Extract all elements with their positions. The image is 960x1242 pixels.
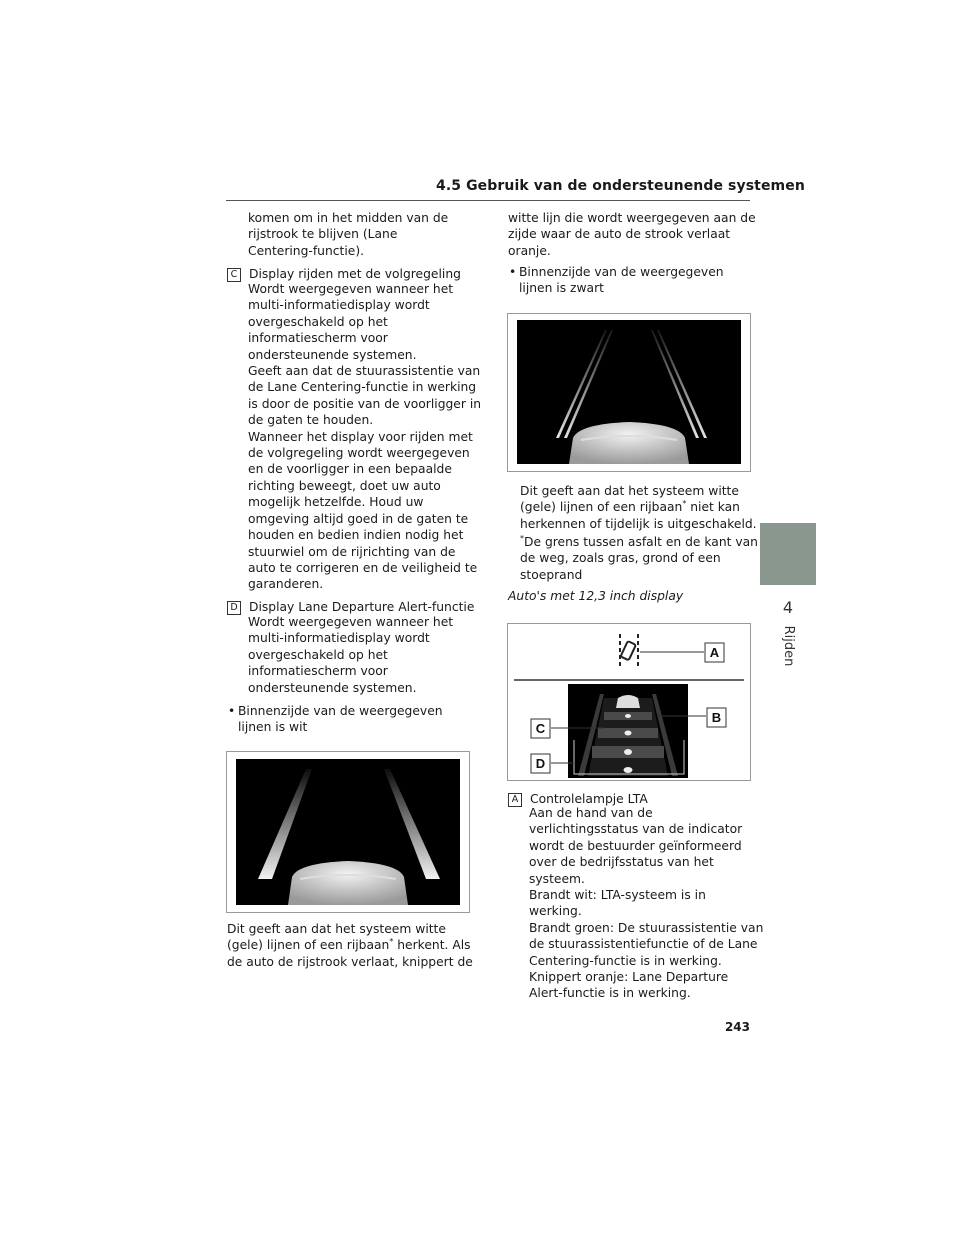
footnote-star: *	[520, 533, 524, 543]
item-a-badge: A	[508, 793, 522, 807]
item-c-line: informatiescherm voor	[248, 331, 388, 346]
item-a-line: systeem.	[529, 871, 585, 886]
item-d-line: ondersteunende systemen.	[248, 680, 417, 695]
item-c-line: multi-informatiedisplay wordt	[248, 298, 430, 313]
diagram-label-a: A	[709, 645, 720, 660]
item-c	[227, 266, 461, 282]
item-a-line: de stuurassistentiefunctie of de Lane	[529, 937, 758, 952]
lane-line-right-outer	[657, 330, 707, 438]
item-a-line: Brandt wit: LTA-systeem is in	[529, 888, 706, 903]
item-d-line: multi-informatiedisplay wordt	[248, 631, 430, 646]
figure-white-lines	[226, 751, 470, 913]
continued-line: witte lijn die wordt weergegeven aan de	[508, 211, 756, 225]
item-a-line: Centering-functie is in werking.	[529, 953, 722, 968]
item-a-line: wordt de bestuurder geïnformeerd	[529, 838, 742, 853]
item-c-badge: C	[227, 268, 241, 282]
page-number: 243	[724, 1020, 750, 1034]
item-c-line: de gaten te houden.	[248, 413, 374, 428]
diagram-label-c: C	[535, 721, 546, 736]
bullet-white	[228, 703, 443, 736]
bullet-dot: •	[509, 265, 517, 279]
item-c-line: Wanneer het display voor rijden met	[248, 429, 473, 444]
continued-line: zijde waar de auto de strook verlaat	[508, 227, 731, 242]
diagram-label-b: B	[711, 710, 722, 725]
item-c-line: Wordt weergegeven wanneer het	[248, 282, 454, 296]
lta-diagram	[508, 624, 750, 780]
lane-line-left	[258, 769, 312, 879]
intro-text	[248, 210, 448, 259]
item-c-line: garanderen.	[248, 577, 324, 592]
lta-indicator-icon	[620, 634, 638, 666]
lane-line-right-inner	[651, 330, 699, 438]
bullet-black	[509, 264, 724, 297]
caption-black-line: herkennen of tijdelijk is uitgeschakeld.	[520, 516, 757, 531]
item-a-line: Knippert oranje: Lane Departure	[529, 970, 729, 985]
chapter-tab-number: 4	[782, 598, 794, 617]
car-icon	[288, 861, 408, 905]
item-d-body	[248, 614, 453, 696]
item-c-line: Geeft aan dat de stuurassistentie van	[248, 364, 481, 379]
item-c-body	[248, 281, 481, 593]
caption-black-line: (gele) lijnen of een rijbaan	[520, 500, 683, 515]
item-a-title: Controlelampje LTA	[530, 792, 648, 806]
caption-white-line: de auto de rijstrook verlaat, knippert de	[227, 954, 473, 969]
item-c-line: ondersteunende systemen.	[248, 347, 417, 362]
footnote-line: De grens tussen asfalt en de kant van	[524, 535, 758, 549]
item-d-line: Wordt weergegeven wanneer het	[248, 615, 454, 629]
item-d-line: overgeschakeld op het	[248, 647, 388, 662]
item-c-line: mogelijk hetzelfde. Houd uw	[248, 495, 424, 510]
lane-line-right	[384, 769, 440, 879]
footnote-line: stoeprand	[520, 567, 583, 582]
item-c-line: de Lane Centering-functie in werking	[248, 380, 477, 395]
item-a-line: Brandt groen: De stuurassistentie van	[529, 920, 764, 935]
item-d-line: informatiescherm voor	[248, 664, 388, 679]
display-screen	[236, 759, 460, 905]
item-c-line: en de voorligger in een bepaalde	[248, 462, 452, 477]
intro-line: rijstrook te blijven (Lane	[248, 227, 398, 242]
item-a-line: werking.	[529, 904, 582, 919]
continued-text	[508, 210, 756, 259]
diagram-label-d: D	[535, 756, 546, 771]
chapter-header: 4.5 Gebruik van de ondersteunende systemen	[436, 178, 805, 194]
item-a-line: Alert-functie is in werking.	[529, 986, 691, 1001]
chapter-tab-label: Rijden	[781, 625, 796, 667]
bullet-white-text: Binnenzijde van de weergegeven	[238, 704, 443, 718]
item-d-badge: D	[227, 601, 241, 615]
item-c-line: omgeving altijd goed in de gaten te	[248, 511, 469, 526]
item-c-line: richting beweegt, doet uw auto	[248, 478, 441, 493]
caption-white-line: (gele) lijnen of een rijbaan	[227, 938, 390, 953]
figure-black-lines	[507, 313, 751, 472]
item-d-title: Display Lane Departure Alert-functie	[249, 600, 475, 614]
lane-display-black	[517, 320, 741, 464]
item-c-line: de volgregeling wordt weergegeven	[248, 446, 470, 461]
chapter-tab	[760, 523, 816, 585]
footnote-star: *	[682, 499, 687, 509]
intro-line: komen om in het midden van de	[248, 211, 449, 225]
lane-line-left-outer	[556, 330, 607, 438]
item-c-line: stuurwiel om de rijrichting van de	[248, 544, 456, 559]
item-c-title: Display rijden met de volgregeling	[249, 267, 461, 281]
bullet-white-text: lijnen is wit	[238, 720, 308, 735]
continued-line: oranje.	[508, 243, 551, 258]
figure-lta-display	[507, 623, 751, 781]
footnote-line: de weg, zoals gras, grond of een	[520, 551, 721, 566]
footnote-star: *	[389, 937, 394, 947]
footnote	[520, 534, 758, 583]
intro-line: Centering-functie).	[248, 243, 365, 258]
item-c-line: auto te corrigeren en de veiligheid te	[248, 560, 478, 575]
lane-line-left-inner	[564, 330, 613, 438]
item-a-line: Aan de hand van de	[529, 806, 653, 820]
bullet-black-text: lijnen is zwart	[519, 281, 604, 296]
item-c-line: is door de positie van de voorligger in	[248, 396, 482, 411]
caption-black-line: niet kan	[686, 500, 740, 515]
car-icon	[569, 422, 689, 464]
item-a-body	[529, 805, 763, 1002]
item-c-line: houden en bedien indien nodig het	[248, 528, 464, 543]
caption-white	[227, 921, 473, 970]
header-rule	[226, 200, 750, 201]
display-heading: Auto's met 12,3 inch display	[508, 589, 684, 603]
caption-white-line: herkent. Als	[393, 938, 471, 953]
item-a-line: verlichtingsstatus van de indicator	[529, 822, 743, 837]
lane-display-white	[236, 759, 460, 905]
display-screen	[517, 320, 741, 464]
caption-black	[520, 483, 757, 532]
bullet-dot: •	[228, 704, 236, 718]
caption-white-line: Dit geeft aan dat het systeem witte	[227, 922, 446, 936]
caption-black-line: Dit geeft aan dat het systeem witte	[520, 484, 739, 498]
item-d	[227, 599, 474, 615]
chapter-tab-label-wrap	[773, 616, 803, 676]
item-c-line: overgeschakeld op het	[248, 314, 388, 329]
bullet-black-text: Binnenzijde van de weergegeven	[519, 265, 724, 279]
item-a-line: over de bedrijfsstatus van het	[529, 855, 714, 870]
